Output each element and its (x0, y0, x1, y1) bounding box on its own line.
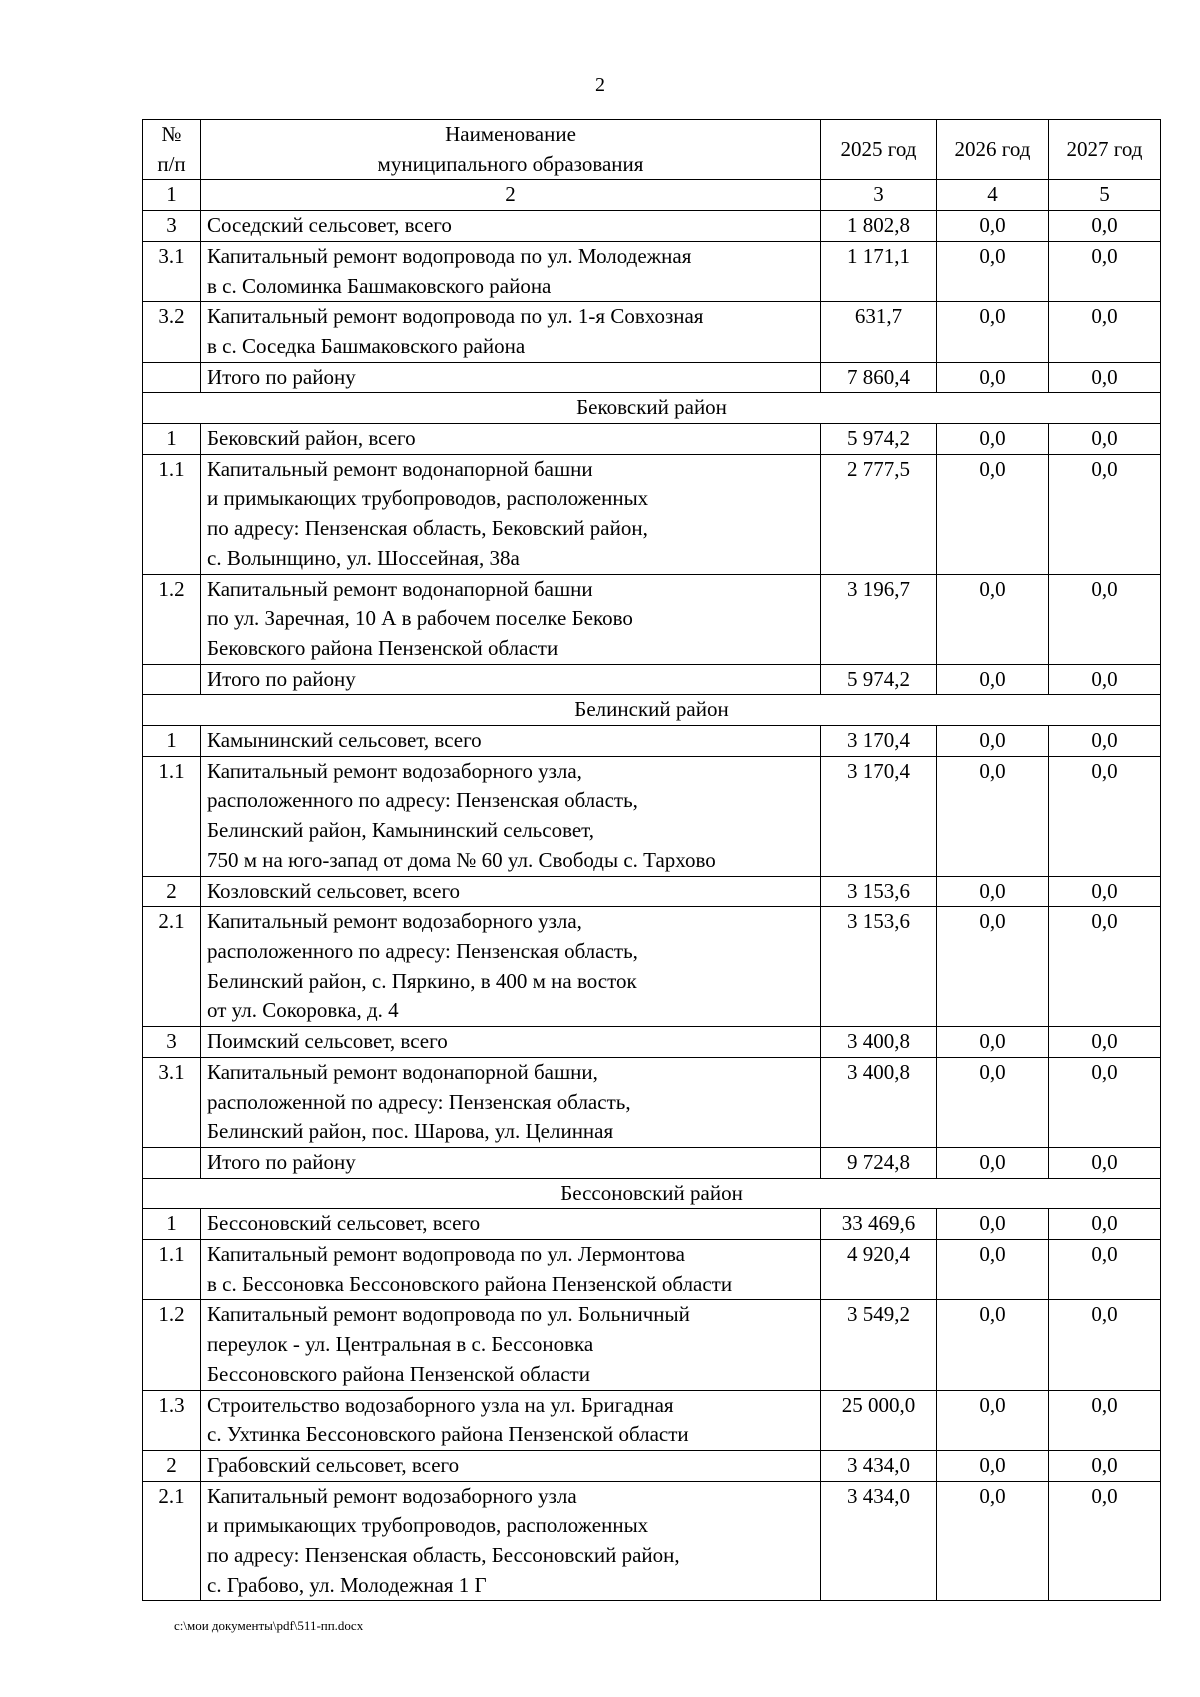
value-2025: 1 802,8 (821, 211, 937, 242)
file-path: c:\мои документы\pdf\511-пп.docx (174, 1618, 364, 1633)
table-row (143, 756, 1161, 876)
value-2027: 0,0 (1049, 1240, 1161, 1300)
value-2026: 0,0 (937, 1481, 1049, 1601)
row-name: Камынинский сельсовет, всего (201, 726, 821, 757)
row-number: 3.2 (143, 302, 201, 362)
value-2027: 0,0 (1049, 362, 1161, 393)
column-number-row (143, 180, 1161, 211)
value-2025: 3 549,2 (821, 1300, 937, 1390)
value-2026: 0,0 (937, 726, 1049, 757)
row-number: 1.3 (143, 1390, 201, 1450)
row-number: 1.1 (143, 1240, 201, 1300)
row-number (143, 664, 201, 695)
table-row (143, 907, 1161, 1027)
row-number: 2.1 (143, 907, 201, 1027)
table-row (143, 574, 1161, 664)
value-2026: 0,0 (937, 1027, 1049, 1058)
row-name: Итого по району (201, 362, 821, 393)
table-row (143, 1450, 1161, 1481)
value-2025: 3 196,7 (821, 574, 937, 664)
row-name: Капитальный ремонт водонапорной башни по ул. Заречная, 10 А в рабочем поселке Беково Бековского района Пензенской области (201, 574, 821, 664)
table-header-row (143, 120, 1161, 180)
table-row (143, 1209, 1161, 1240)
table-row (143, 1300, 1161, 1390)
value-2026: 0,0 (937, 424, 1049, 455)
row-number: 3 (143, 211, 201, 242)
value-2025: 3 153,6 (821, 876, 937, 907)
row-name: Бековский район, всего (201, 424, 821, 455)
header-num: № п/п (143, 120, 201, 180)
header-2025: 2025 год (821, 120, 937, 180)
row-number: 1 (143, 726, 201, 757)
value-2027: 0,0 (1049, 664, 1161, 695)
value-2025: 2 777,5 (821, 454, 937, 574)
table-row (143, 1147, 1161, 1178)
value-2026: 0,0 (937, 1300, 1049, 1390)
value-2027: 0,0 (1049, 1027, 1161, 1058)
table-row (143, 1027, 1161, 1058)
header-name: Наименование муниципального образования (201, 120, 821, 180)
value-2027: 0,0 (1049, 1209, 1161, 1240)
value-2025: 5 974,2 (821, 664, 937, 695)
value-2027: 0,0 (1049, 907, 1161, 1027)
table-row (143, 1057, 1161, 1147)
value-2026: 0,0 (937, 664, 1049, 695)
value-2026: 0,0 (937, 211, 1049, 242)
column-number: 1 (143, 180, 201, 211)
row-name: Капитальный ремонт водопровода по ул. Лермонтова в с. Бессоновка Бессоновского района Пензенской области (201, 1240, 821, 1300)
column-number: 3 (821, 180, 937, 211)
value-2025: 3 153,6 (821, 907, 937, 1027)
value-2027: 0,0 (1049, 211, 1161, 242)
value-2026: 0,0 (937, 302, 1049, 362)
section-row (143, 695, 1161, 726)
row-number: 1.1 (143, 454, 201, 574)
row-name: Капитальный ремонт водозаборного узла и примыкающих трубопроводов, расположенных по адресу: Пензенская область, Бессоновский район, с. Грабово, ул. Молодежная 1 Г (201, 1481, 821, 1601)
row-name: Капитальный ремонт водозаборного узла, расположенного по адресу: Пензенская область, Белинский район, Камынинский сельсовет, 750 м на юго-запад от дома № 60 ул. Свободы с. Тархово (201, 756, 821, 876)
value-2026: 0,0 (937, 1450, 1049, 1481)
row-name: Капитальный ремонт водопровода по ул. Больничный переулок - ул. Центральная в с. Бессоновка Бессоновского района Пензенской области (201, 1300, 821, 1390)
row-name: Капитальный ремонт водозаборного узла, расположенного по адресу: Пензенская область, Белинский район, с. Пяркино, в 400 м на восток от ул. Сокоровка, д. 4 (201, 907, 821, 1027)
row-name: Бессоновский сельсовет, всего (201, 1209, 821, 1240)
row-name: Грабовский сельсовет, всего (201, 1450, 821, 1481)
value-2027: 0,0 (1049, 1390, 1161, 1450)
value-2025: 9 724,8 (821, 1147, 937, 1178)
table-row (143, 1390, 1161, 1450)
row-number: 2.1 (143, 1481, 201, 1601)
value-2027: 0,0 (1049, 454, 1161, 574)
row-number: 2 (143, 876, 201, 907)
section-title: Бековский район (143, 393, 1161, 424)
table-row (143, 424, 1161, 455)
value-2027: 0,0 (1049, 424, 1161, 455)
section-title: Белинский район (143, 695, 1161, 726)
value-2027: 0,0 (1049, 1300, 1161, 1390)
value-2025: 3 434,0 (821, 1481, 937, 1601)
row-name: Соседский сельсовет, всего (201, 211, 821, 242)
value-2025: 3 400,8 (821, 1027, 937, 1058)
row-number (143, 362, 201, 393)
row-name: Капитальный ремонт водонапорной башни, расположенной по адресу: Пензенская область, Белинский район, пос. Шарова, ул. Целинная (201, 1057, 821, 1147)
section-row (143, 1178, 1161, 1209)
value-2026: 0,0 (937, 876, 1049, 907)
value-2026: 0,0 (937, 241, 1049, 301)
column-number: 5 (1049, 180, 1161, 211)
table-row (143, 302, 1161, 362)
table-body (143, 211, 1161, 1601)
row-name: Итого по району (201, 1147, 821, 1178)
table-row (143, 241, 1161, 301)
table-row (143, 664, 1161, 695)
value-2026: 0,0 (937, 1209, 1049, 1240)
value-2025: 3 170,4 (821, 726, 937, 757)
value-2027: 0,0 (1049, 756, 1161, 876)
table-row (143, 362, 1161, 393)
header-2026: 2026 год (937, 120, 1049, 180)
value-2026: 0,0 (937, 907, 1049, 1027)
value-2025: 4 920,4 (821, 1240, 937, 1300)
section-title: Бессоновский район (143, 1178, 1161, 1209)
value-2026: 0,0 (937, 454, 1049, 574)
value-2027: 0,0 (1049, 574, 1161, 664)
value-2026: 0,0 (937, 1390, 1049, 1450)
row-number: 1.2 (143, 1300, 201, 1390)
value-2027: 0,0 (1049, 1481, 1161, 1601)
value-2027: 0,0 (1049, 876, 1161, 907)
section-row (143, 393, 1161, 424)
row-number (143, 1147, 201, 1178)
value-2025: 3 170,4 (821, 756, 937, 876)
table-row (143, 876, 1161, 907)
table-row (143, 1240, 1161, 1300)
table-row (143, 454, 1161, 574)
value-2026: 0,0 (937, 574, 1049, 664)
row-number: 2 (143, 1450, 201, 1481)
value-2025: 33 469,6 (821, 1209, 937, 1240)
value-2027: 0,0 (1049, 241, 1161, 301)
row-number: 1.1 (143, 756, 201, 876)
row-name: Строительство водозаборного узла на ул. Бригадная с. Ухтинка Бессоновского района Пензенской области (201, 1390, 821, 1450)
row-name: Итого по району (201, 664, 821, 695)
column-number: 2 (201, 180, 821, 211)
row-number: 1.2 (143, 574, 201, 664)
value-2027: 0,0 (1049, 1450, 1161, 1481)
value-2027: 0,0 (1049, 1057, 1161, 1147)
value-2026: 0,0 (937, 1147, 1049, 1178)
table-row (143, 1481, 1161, 1601)
row-name: Козловский сельсовет, всего (201, 876, 821, 907)
row-number: 1 (143, 424, 201, 455)
value-2027: 0,0 (1049, 726, 1161, 757)
value-2025: 7 860,4 (821, 362, 937, 393)
value-2027: 0,0 (1049, 302, 1161, 362)
row-number: 3 (143, 1027, 201, 1058)
table-row (143, 726, 1161, 757)
row-number: 3.1 (143, 1057, 201, 1147)
table-row (143, 211, 1161, 242)
value-2025: 25 000,0 (821, 1390, 937, 1450)
funding-table (142, 119, 1161, 1601)
column-number: 4 (937, 180, 1049, 211)
value-2025: 1 171,1 (821, 241, 937, 301)
value-2025: 631,7 (821, 302, 937, 362)
row-number: 3.1 (143, 241, 201, 301)
row-name: Капитальный ремонт водопровода по ул. 1-я Совхозная в с. Соседка Башмаковского района (201, 302, 821, 362)
row-name: Капитальный ремонт водопровода по ул. Молодежная в с. Соломинка Башмаковского района (201, 241, 821, 301)
row-name: Капитальный ремонт водонапорной башни и примыкающих трубопроводов, расположенных по адресу: Пензенская область, Бековский район, с. Волынщино, ул. Шоссейная, 38а (201, 454, 821, 574)
page-number: 2 (595, 74, 605, 96)
row-name: Поимский сельсовет, всего (201, 1027, 821, 1058)
value-2027: 0,0 (1049, 1147, 1161, 1178)
value-2026: 0,0 (937, 1057, 1049, 1147)
header-2027: 2027 год (1049, 120, 1161, 180)
value-2026: 0,0 (937, 756, 1049, 876)
value-2025: 3 434,0 (821, 1450, 937, 1481)
row-number: 1 (143, 1209, 201, 1240)
value-2026: 0,0 (937, 362, 1049, 393)
value-2025: 5 974,2 (821, 424, 937, 455)
value-2026: 0,0 (937, 1240, 1049, 1300)
value-2025: 3 400,8 (821, 1057, 937, 1147)
